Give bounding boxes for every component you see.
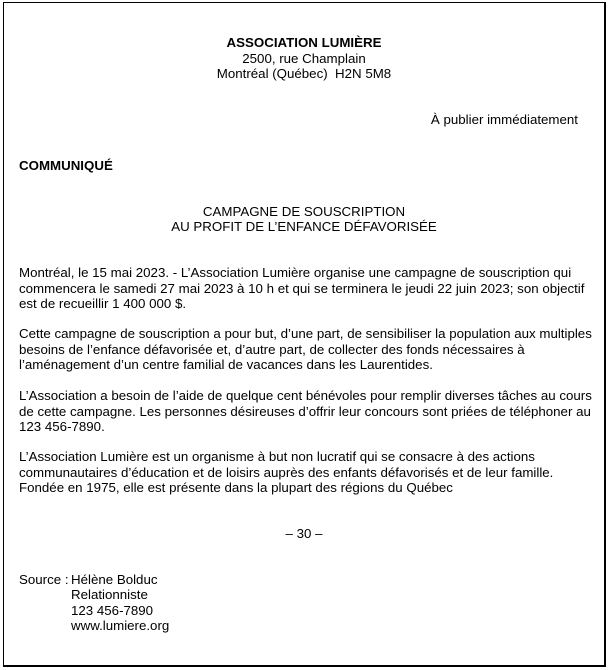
text-line: de cette campagne. Les personnes désireuses d’offrir leur concours sont priées de téléphoner au bbox=[19, 403, 591, 419]
text-line: commencera le samedi 27 mai 2023 à 10 h et qui se terminera le jeudi 22 juin 2023; son objectif bbox=[19, 280, 585, 296]
source-label: Source : bbox=[19, 572, 69, 587]
paragraph-volunteers bbox=[19, 388, 599, 435]
text-line: communautaires d’éducation et de loisirs auprès des enfants défavorisés et de leur famille. bbox=[19, 464, 554, 480]
paragraph-announcement bbox=[19, 265, 599, 312]
text-line: Cette campagne de souscription a pour but, d’une part, de sensibiliser la population aux multiples bbox=[19, 326, 592, 341]
source-role: Relationniste bbox=[71, 587, 148, 602]
end-mark: – 30 – bbox=[285, 526, 323, 541]
text-line: L’Association a besoin de l’aide de quelque cent bénévoles pour remplir diverses tâches au cours bbox=[19, 388, 592, 403]
text-line: besoins de l’enfance défavorisée et, d’autre part, de collecter des fonds nécessaires à bbox=[19, 341, 525, 357]
source-website: www.lumiere.org bbox=[71, 618, 170, 633]
title-line-1: CAMPAGNE DE SOUSCRIPTION bbox=[202, 204, 406, 219]
text-line: l’aménagement d’un centre familial de vacances dans les Laurentides. bbox=[19, 357, 433, 372]
text-line: est de recueillir 1 400 000 $. bbox=[19, 296, 187, 311]
document-type: COMMUNIQUÉ bbox=[19, 158, 113, 173]
organization-name: ASSOCIATION LUMIÈRE bbox=[226, 35, 382, 50]
title-line-2: AU PROFIT DE L’ENFANCE DÉFAVORISÉE bbox=[171, 219, 437, 234]
address-line-2: Montréal (Québec) H2N 5M8 bbox=[216, 66, 392, 81]
paragraph-purpose bbox=[19, 326, 599, 373]
address-line-1: 2500, rue Champlain bbox=[242, 51, 366, 66]
text-line: Fondée en 1975, elle est présente dans la plupart des régions du Québec bbox=[19, 480, 453, 495]
paragraph-about bbox=[19, 449, 599, 496]
text-line: Montréal, le 15 mai 2023. - L’Association Lumière organise une campagne de souscription qui bbox=[19, 265, 572, 280]
text-line: 123 456-7890. bbox=[19, 419, 105, 434]
source-name: Hélène Bolduc bbox=[71, 572, 158, 587]
text-line: L’Association Lumière est un organisme à but non lucratif qui se consacre à des actions bbox=[19, 449, 535, 464]
release-note: À publier immédiatement bbox=[430, 112, 578, 127]
source-phone: 123 456-7890 bbox=[71, 603, 154, 618]
